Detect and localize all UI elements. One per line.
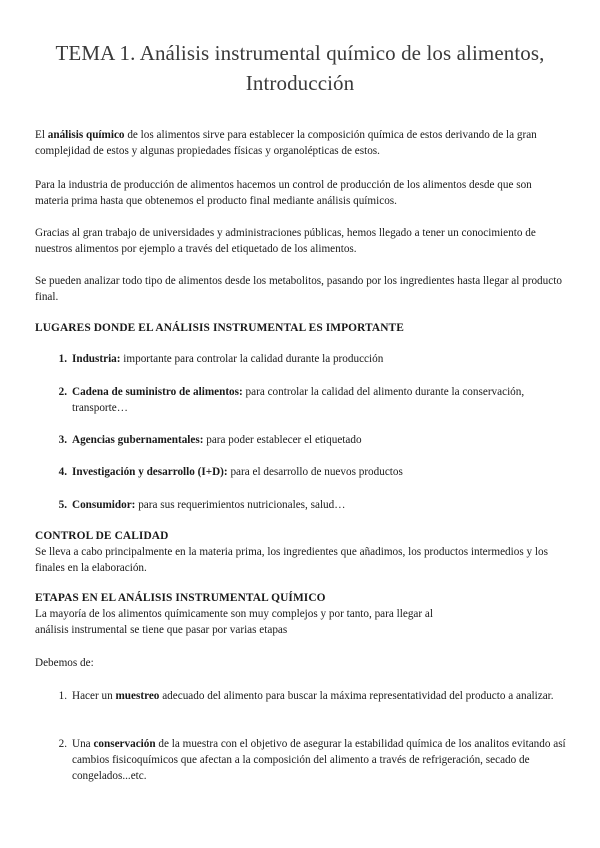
list-item-term: Cadena de suministro de alimentos: xyxy=(72,386,243,398)
list-item-number: 1. xyxy=(58,353,67,365)
intro-p1-bold: análisis químico xyxy=(47,129,125,141)
section-heading-etapas: ETAPAS EN EL ANÁLISIS INSTRUMENTAL QUÍMICO xyxy=(35,592,326,604)
list-item-text: para el desarrollo de nuevos productos xyxy=(227,466,403,478)
intro-paragraph-2: Para la industria de producción de alimentos hacemos un control de producción de los alimentos desde que son materia prima hasta que obtenemos el producto final mediante análisis químicos. xyxy=(35,179,532,207)
debemos-label: Debemos de: xyxy=(35,657,94,669)
list-item xyxy=(35,432,567,448)
intro-p1-pre: El xyxy=(35,129,48,141)
list-item-text: importante para controlar la calidad durante la producción xyxy=(120,353,384,365)
etapas-intro-line-1: La mayoría de los alimentos químicamente son muy complejos y por tanto, para llegar al xyxy=(35,608,433,620)
list-item-number: 2. xyxy=(58,738,67,750)
list-item-text: de la muestra con el objetivo de asegurar la estabilidad química de los analitos evitando así cambios fisicoquímicos que afectan a la composición del alimento a través de refrigeración, secado de congelados...etc. xyxy=(72,738,566,782)
list-item xyxy=(35,464,567,480)
intro-paragraph-1 xyxy=(35,127,567,159)
document-title xyxy=(30,38,570,98)
list-item-term: Industria: xyxy=(72,353,121,365)
list-item-term: Investigación y desarrollo (I+D): xyxy=(72,466,228,478)
list-item-number: 3. xyxy=(58,434,67,446)
section-heading-control: CONTROL DE CALIDAD xyxy=(35,530,169,542)
list-item-term: muestreo xyxy=(115,690,160,702)
list-item-number: 1. xyxy=(58,690,67,702)
list-item-number: 5. xyxy=(58,499,67,511)
section-heading-lugares: LUGARES DONDE EL ANÁLISIS INSTRUMENTAL ES IMPORTANTE xyxy=(35,322,404,334)
list-item xyxy=(35,384,567,416)
list-item-term: conservación xyxy=(93,738,156,750)
list-item xyxy=(35,497,567,513)
list-item xyxy=(35,736,567,784)
title-line-1: TEMA 1. Análisis instrumental químico de los alimentos, xyxy=(55,41,545,65)
list-item-number: 2. xyxy=(58,386,67,398)
list-item-text: para sus requerimientos nutricionales, salud… xyxy=(135,499,346,511)
list-item-text: para controlar la calidad del alimento durante la conservación, transporte… xyxy=(72,386,525,414)
title-line-2: Introducción xyxy=(245,71,355,95)
etapas-intro-line-2: análisis instrumental se tiene que pasar por varias etapas xyxy=(35,624,288,636)
control-paragraph: Se lleva a cabo principalmente en la materia prima, los ingredientes que añadimos, los productos intermedios y los finales en la elaboración. xyxy=(35,546,548,574)
intro-paragraph-3: Gracias al gran trabajo de universidades y administraciones públicas, hemos llegado a tener un conocimiento de nuestros alimentos por ejemplo a través del etiquetado de los alimentos. xyxy=(35,227,536,255)
list-item-pre: Hacer un xyxy=(72,690,116,702)
list-item xyxy=(35,351,567,367)
list-item-number: 4. xyxy=(58,466,67,478)
intro-paragraph-4: Se pueden analizar todo tipo de alimentos desde los metabolitos, pasando por los ingredientes hasta llegar al producto final. xyxy=(35,275,562,303)
list-item-term: Consumidor: xyxy=(72,499,136,511)
list-item-text: adecuado del alimento para buscar la máxima representatividad del producto a analizar. xyxy=(159,690,554,702)
list-item-pre: Una xyxy=(72,738,94,750)
list-item-text: para poder establecer el etiquetado xyxy=(203,434,362,446)
list-item xyxy=(35,688,567,704)
intro-p1-post: de los alimentos sirve para establecer la composición química de estos derivando de la gran complejidad de estos y algunas propiedades físicas y organolépticas de estos. xyxy=(35,129,537,157)
list-item-term: Agencias gubernamentales: xyxy=(72,434,204,446)
